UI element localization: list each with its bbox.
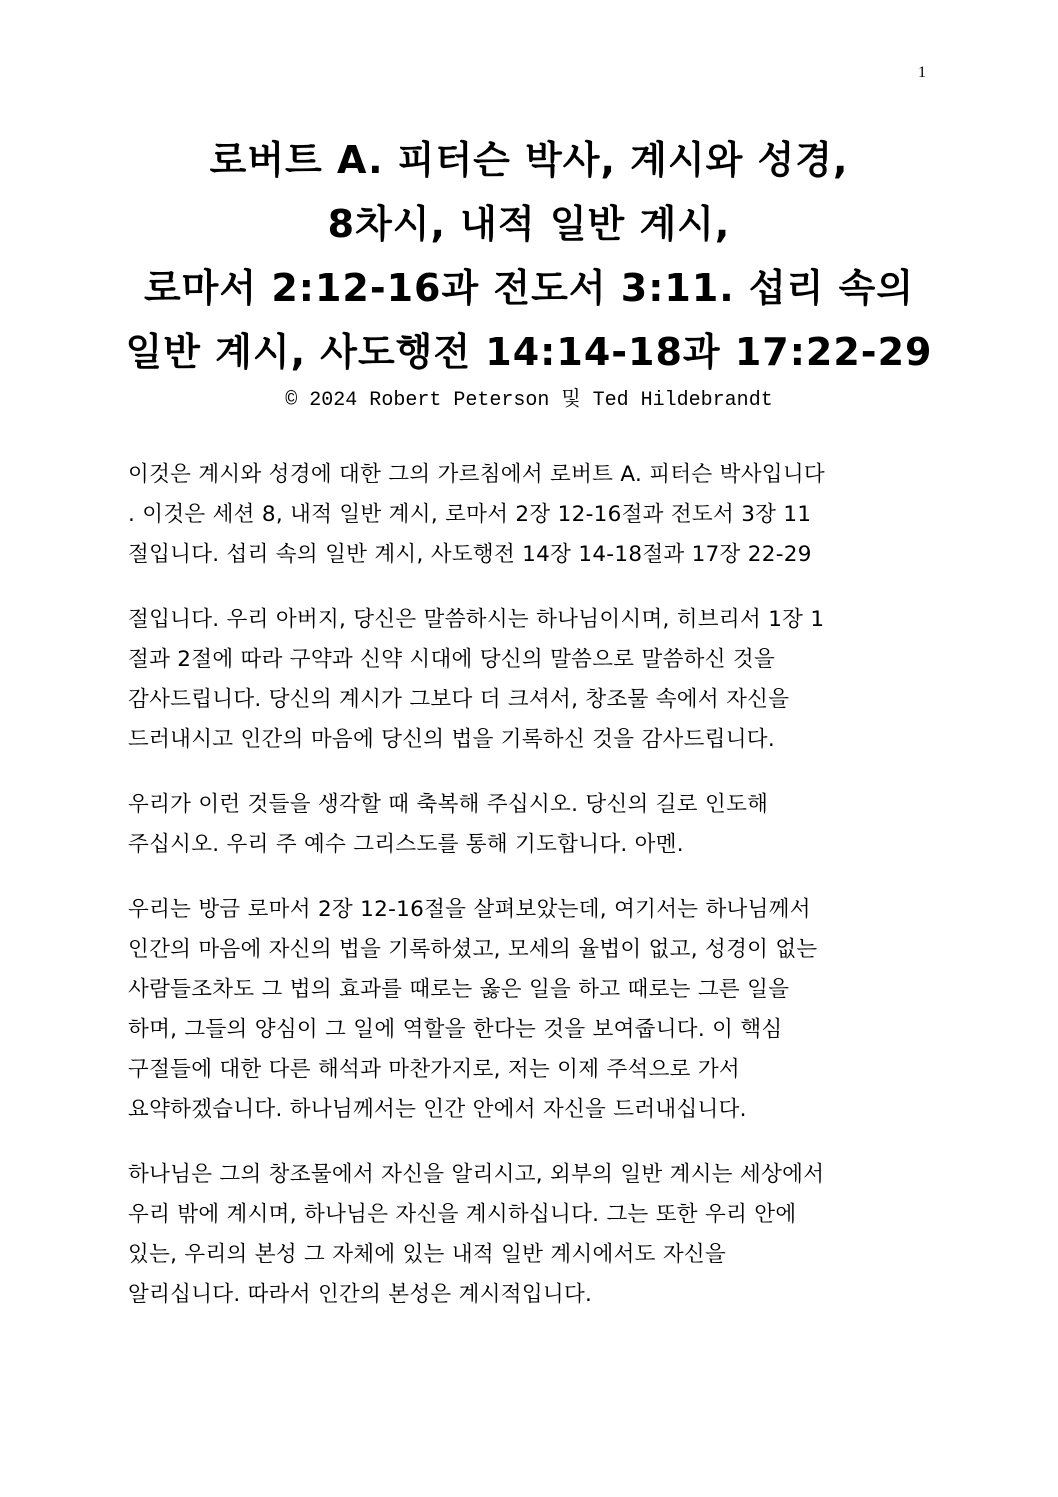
text-line: 절입니다. 우리 아버지, 당신은 말씀하시는 하나님이시며, 히브리서 1장 1 xyxy=(128,607,825,632)
paragraph xyxy=(128,785,928,865)
body-text xyxy=(128,455,928,1340)
paragraph xyxy=(128,890,928,1130)
title-line: 로마서 2:12-16과 전도서 3:11. 섭리 속의 xyxy=(143,266,915,310)
title-line: 8차시, 내적 일반 계시, xyxy=(327,202,731,246)
text-line: 절입니다. 섭리 속의 일반 계시, 사도행전 14장 14-18절과 17장 22-29 xyxy=(128,542,812,567)
title-line: 일반 계시, 사도행전 14:14-18과 17:22-29 xyxy=(125,330,933,374)
text-line: . 이것은 세션 8, 내적 일반 계시, 로마서 2장 12-16절과 전도서 3장 11 xyxy=(128,502,812,527)
text-line: 우리가 이런 것들을 생각할 때 축복해 주십시오. 당신의 길로 인도해 xyxy=(128,792,769,817)
text-line: 있는, 우리의 본성 그 자체에 있는 내적 일반 계시에서도 자신을 xyxy=(128,1242,727,1267)
text-line: 이것은 계시와 성경에 대한 그의 가르침에서 로버트 A. 피터슨 박사입니다 xyxy=(128,462,825,487)
paragraph xyxy=(128,1155,928,1315)
text-line: 우리 밖에 계시며, 하나님은 자신을 계시하십니다. 그는 또한 우리 안에 xyxy=(128,1202,797,1227)
text-line: 구절들에 대한 다른 해석과 마찬가지로, 저는 이제 주석으로 가서 xyxy=(128,1057,741,1082)
text-line: 절과 2절에 따라 구약과 신약 시대에 당신의 말씀으로 말씀하신 것을 xyxy=(128,647,776,672)
text-line: 하며, 그들의 양심이 그 일에 역할을 한다는 것을 보여줍니다. 이 핵심 xyxy=(128,1017,783,1042)
copyright-notice: © 2024 Robert Peterson 및 Ted Hildebrandt xyxy=(285,389,773,412)
text-line: 요약하겠습니다. 하나님께서는 인간 안에서 자신을 드러내십니다. xyxy=(128,1097,747,1122)
title-block xyxy=(60,128,998,416)
text-line: 우리는 방금 로마서 2장 12-16절을 살펴보았는데, 여기서는 하나님께서 xyxy=(128,897,811,922)
text-line: 하나님은 그의 창조물에서 자신을 알리시고, 외부의 일반 계시는 세상에서 xyxy=(128,1162,825,1187)
text-line: 인간의 마음에 자신의 법을 기록하셨고, 모세의 율법이 없고, 성경이 없는 xyxy=(128,937,818,962)
text-line: 사람들조차도 그 법의 효과를 때로는 옳은 일을 하고 때로는 그른 일을 xyxy=(128,977,790,1002)
paragraph xyxy=(128,600,928,760)
text-line: 드러내시고 인간의 마음에 당신의 법을 기록하신 것을 감사드립니다. xyxy=(128,727,776,752)
page-number: 1 xyxy=(918,64,926,81)
paragraph xyxy=(128,455,928,575)
text-line: 알리십니다. 따라서 인간의 본성은 계시적입니다. xyxy=(128,1282,593,1307)
text-line: 주십시오. 우리 주 예수 그리스도를 통해 기도합니다. 아멘. xyxy=(128,832,684,857)
text-line: 감사드립니다. 당신의 계시가 그보다 더 크셔서, 창조물 속에서 자신을 xyxy=(128,687,790,712)
title-line: 로버트 A. 피터슨 박사, 계시와 성경, xyxy=(209,138,849,182)
